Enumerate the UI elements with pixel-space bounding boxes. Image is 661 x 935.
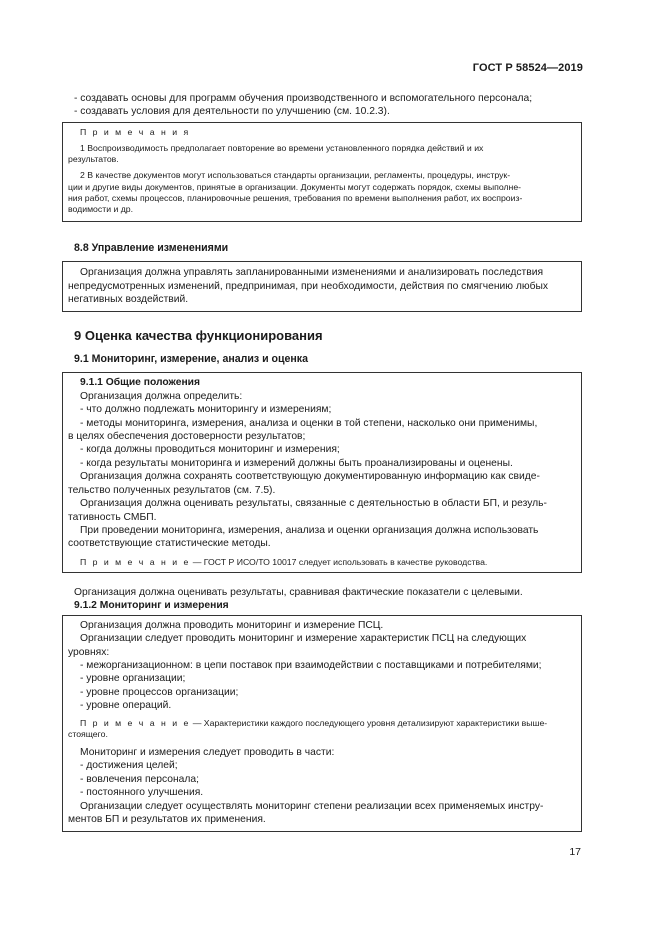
paragraph-line: Организация должна проводить мониторинг и измерение ПСЦ. — [80, 619, 384, 631]
list-item: - уровне организации; — [80, 673, 186, 685]
note-label: П р и м е ч а н и е — [80, 556, 191, 567]
list-item: - что должно подлежать мониторингу и измерениям; — [80, 404, 332, 416]
section-8-8-box — [62, 261, 582, 312]
chapter-heading-9: 9 Оценка качества функционирования — [74, 328, 323, 344]
note-line: ции и другие виды документов, принятые в организации. Документы могут содержать порядок, схемы выполне- — [68, 181, 522, 192]
list-item: - создавать основы для программ обучения производственного и вспомогательного персонала; — [74, 93, 533, 104]
subsection-heading-9-1-1: 9.1.1 Общие положения — [80, 377, 200, 389]
section-9-1-2-box — [62, 615, 582, 833]
list-item: - уровне процессов организации; — [80, 686, 239, 698]
note-line: водимости и др. — [68, 204, 134, 215]
paragraph-line: Организация должна определить: — [80, 390, 243, 402]
note-line — [68, 718, 576, 729]
notes-box — [62, 122, 582, 222]
note-text: — ГОСТ Р ИСО/ТО 10017 следует использовать в качестве руководства. — [190, 556, 488, 567]
note-text: — Характеристики каждого последующего уровня детализируют характеристики выше- — [190, 717, 548, 728]
list-item: - создавать условия для деятельности по улучшению (см. 10.2.3). — [74, 106, 390, 118]
top-list — [62, 92, 582, 119]
notes-title: П р и м е ч а н и я — [80, 126, 191, 137]
paragraph-line: негативных воздействий. — [68, 294, 189, 306]
list-item: - достижения целей; — [80, 760, 178, 772]
paragraph-line: При проведении мониторинга, измерения, анализа и оценки организация должна использовать — [80, 524, 539, 536]
list-item: - постоянного улучшения. — [80, 787, 204, 799]
paragraph-line: Организация должна сохранять соответствующую документированную информацию как свиде- — [80, 471, 540, 483]
note-label: П р и м е ч а н и е — [80, 717, 191, 728]
paragraph-line: непредусмотренных изменений, предпринимая, при необходимости, действия по смягчению любых — [68, 280, 549, 292]
paragraph-line: ментов БП и результатов их применения. — [68, 814, 266, 826]
subsection-heading-9-1-2: 9.1.2 Мониторинг и измерения — [74, 600, 229, 612]
paragraph-line: Организации следует осуществлять мониторинг степени реализации всех применяемых инстру- — [80, 800, 544, 812]
paragraph-line: Организация должна оценивать результаты, сравнивая фактические показатели с целевыми. — [74, 586, 523, 598]
paragraph-line: тативность СМБП. — [68, 511, 157, 523]
paragraph-line: в целях обеспечения достоверности результатов; — [68, 431, 306, 443]
paragraph-line: Мониторинг и измерения следует проводить в части: — [80, 747, 335, 758]
page-content — [62, 92, 582, 832]
section-9-1-1-box — [62, 372, 582, 572]
paragraph-line: Организация должна оценивать результаты, связанные с деятельностью в области БП, и резуль- — [80, 498, 547, 510]
paragraph-line: тельство полученных результатов (см. 7.5). — [68, 484, 276, 496]
section-heading-9-1: 9.1 Мониторинг, измерение, анализ и оценка — [74, 353, 308, 366]
standard-designation: ГОСТ Р 58524—2019 — [472, 62, 583, 74]
list-item: - уровне операций. — [80, 700, 172, 712]
section-heading-8-8: 8.8 Управление изменениями — [74, 242, 229, 255]
note-line: 1 Воспроизводимость предполагает повторение во времени установленного порядка действий и их — [80, 143, 484, 154]
paragraph-line: соответствующие статистические методы. — [68, 538, 271, 550]
note-line: стоящего. — [68, 728, 108, 739]
list-item: - межорганизационном: в цепи поставок при взаимодействии с поставщиками и потребителями; — [80, 659, 542, 671]
paragraph-line: Организация должна управлять запланированными изменениями и анализировать последствия — [80, 267, 544, 279]
list-item: - методы мониторинга, измерения, анализа и оценки в той степени, насколько они применимы, — [80, 417, 538, 429]
note-line: ния работ, схемы процессов, планировочные решения, требования по времени выполнения работ, их воспроиз- — [68, 192, 523, 203]
list-item: - вовлечения персонала; — [80, 773, 199, 785]
note-line: результатов. — [68, 154, 119, 165]
note-line — [68, 557, 576, 568]
list-item: - когда результаты мониторинга и измерений должны быть проанализированы и оценены. — [80, 457, 513, 469]
paragraph-line: Организации следует проводить мониторинг и измерение характеристик ПСЦ на следующих — [80, 633, 527, 645]
paragraph-line: уровнях: — [68, 646, 110, 658]
page-number: 17 — [569, 846, 581, 858]
list-item: - когда должны проводиться мониторинг и измерения; — [80, 444, 340, 456]
note-line: 2 В качестве документов могут использоваться стандарты организации, регламенты, процедуры, инструк- — [80, 170, 511, 181]
